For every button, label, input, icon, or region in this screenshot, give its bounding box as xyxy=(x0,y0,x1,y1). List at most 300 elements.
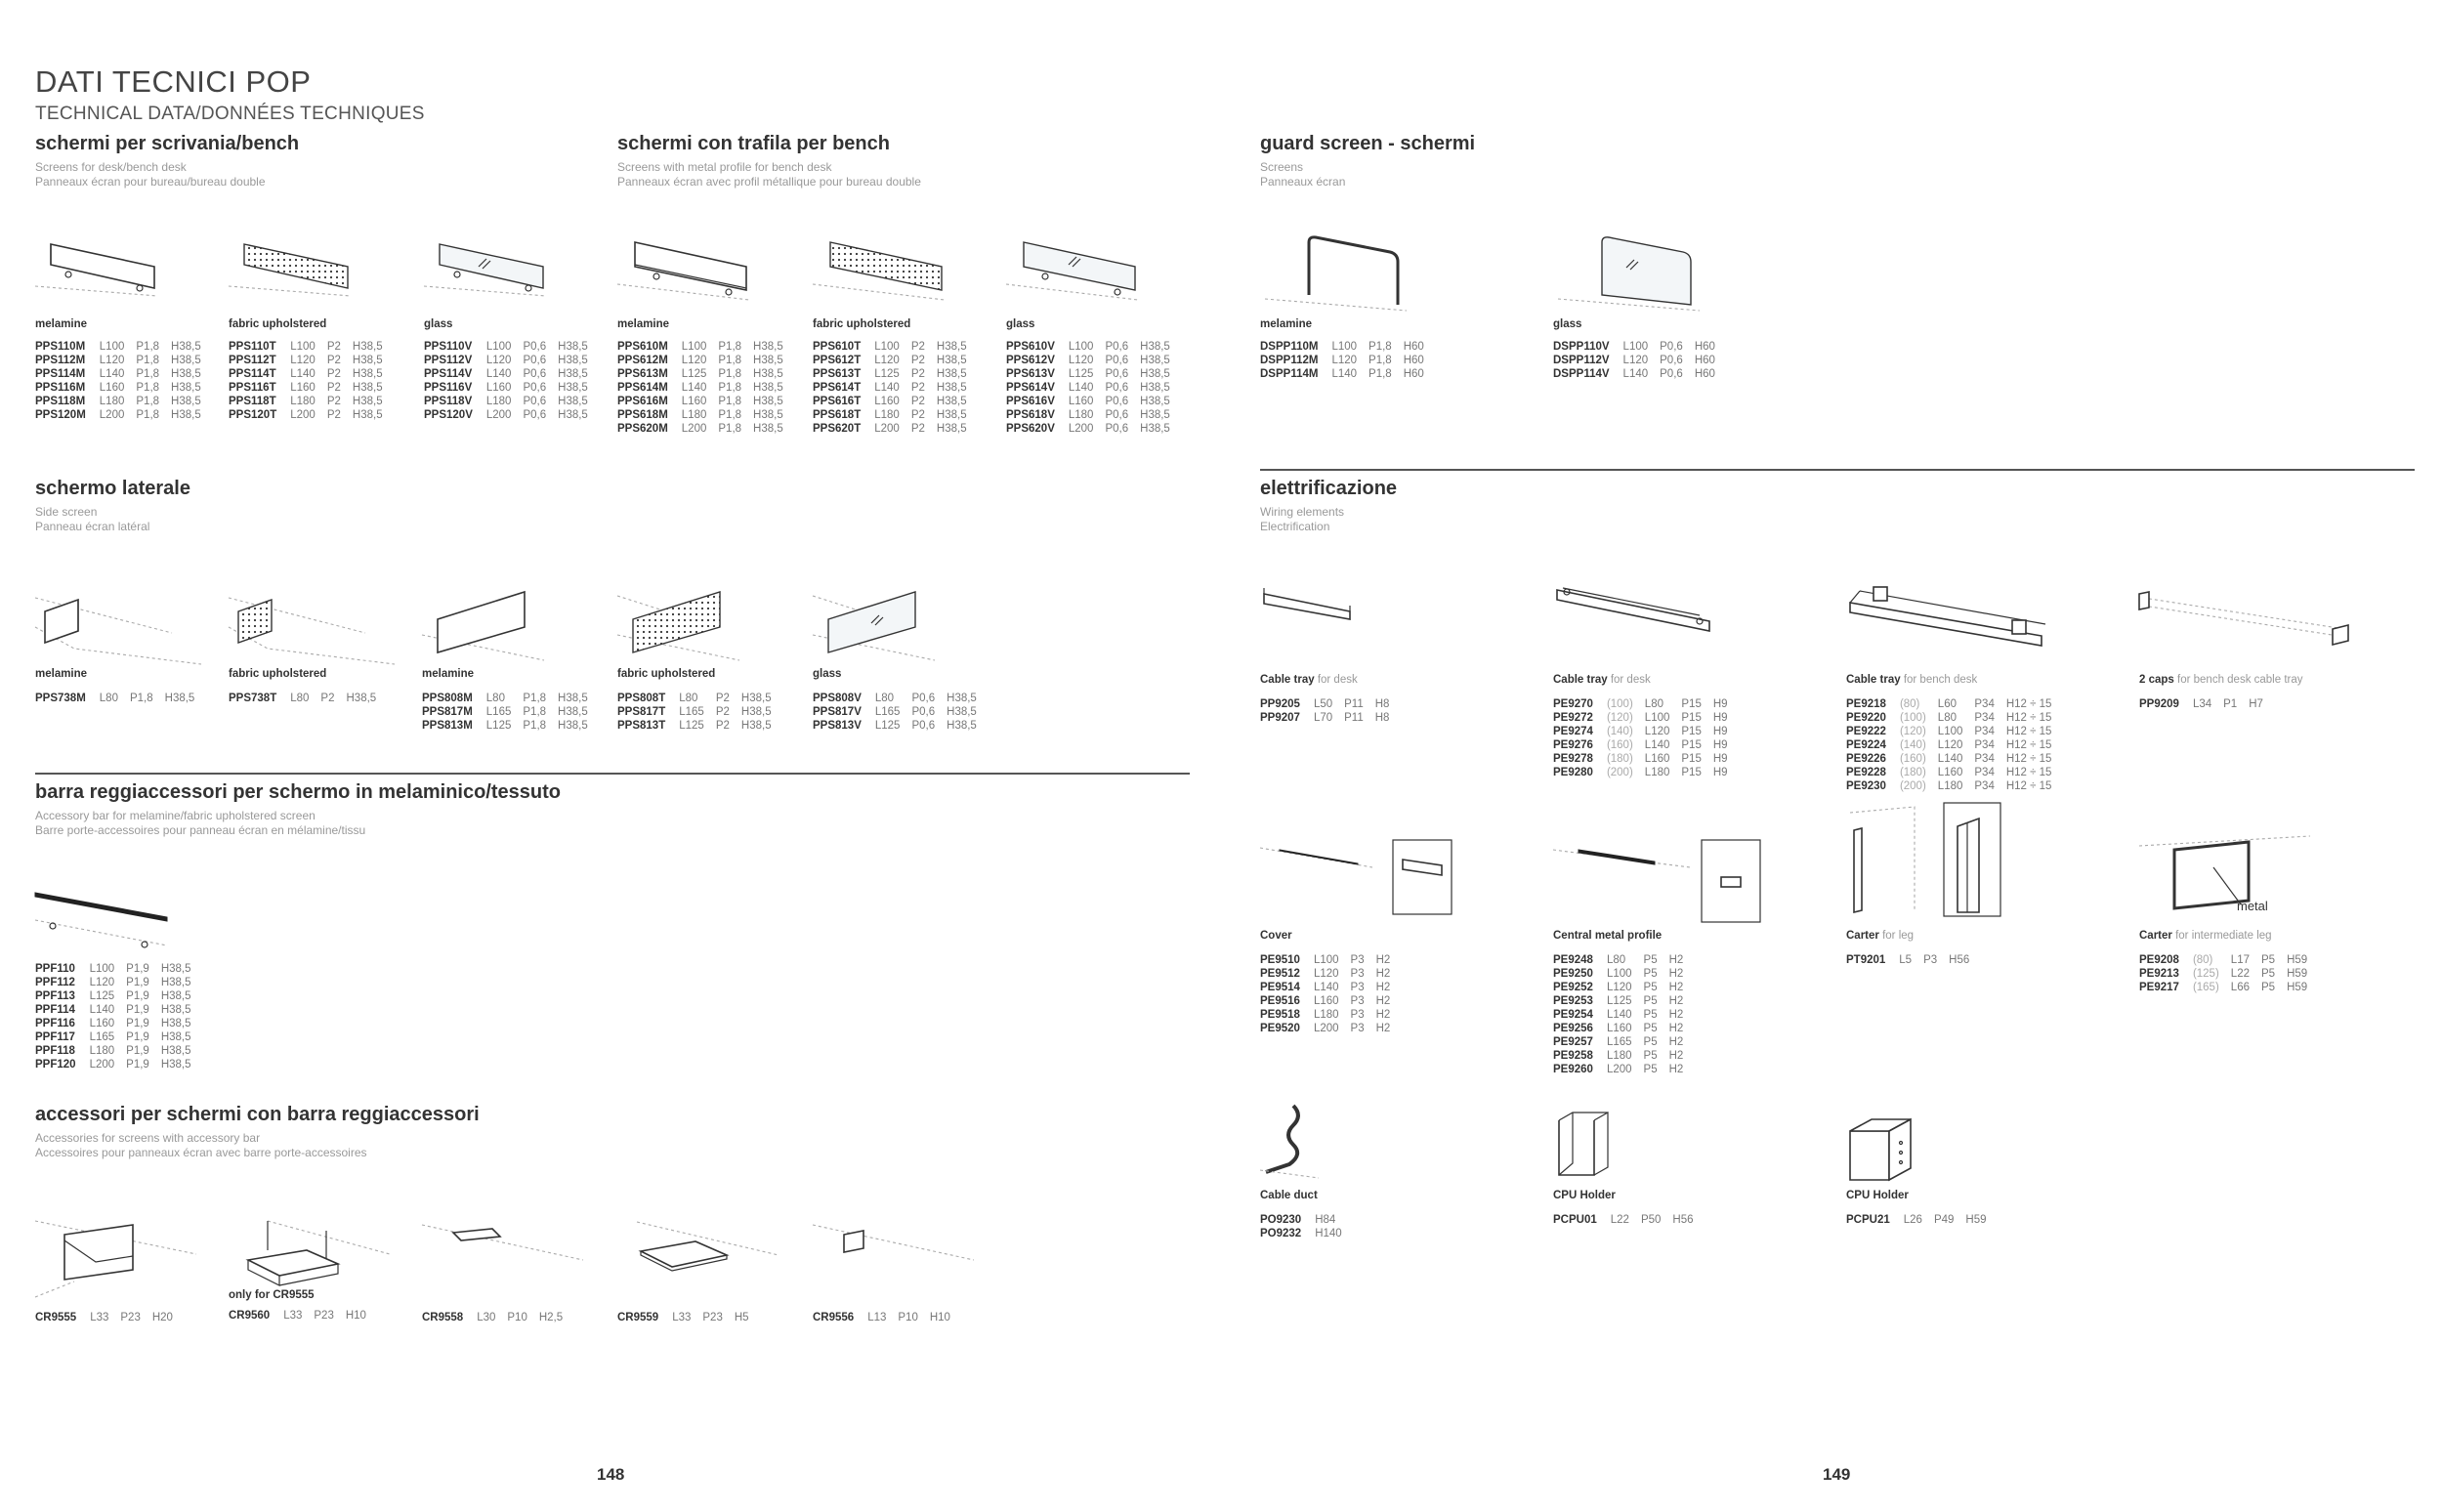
dimension-value: H38,5 xyxy=(936,368,967,380)
product-block xyxy=(229,318,395,422)
section-screens-bench xyxy=(617,133,921,189)
dimension-value: H38,5 xyxy=(1140,382,1170,394)
table-row xyxy=(1553,1008,1695,1022)
dimension-value: H60 xyxy=(1694,368,1715,380)
product-code: PE9516 xyxy=(1260,995,1300,1007)
product-code: PPS620T xyxy=(813,423,862,435)
dimension-value: L165 xyxy=(89,1031,115,1043)
section-subtitle-en: Screens for desk/bench desk xyxy=(35,160,187,174)
table-row xyxy=(2139,953,2319,967)
dimension-value: P3 xyxy=(1350,954,1365,966)
section-title: accessori per schermi con barra reggiaccessori xyxy=(35,1104,480,1125)
product-block xyxy=(1006,318,1182,436)
dimension-value: P0,6 xyxy=(911,706,936,718)
table-row xyxy=(422,719,600,733)
dimension-value: L100 xyxy=(1622,341,1649,353)
section-subtitle-en: Screens xyxy=(1260,160,1304,174)
table-row xyxy=(35,1030,203,1044)
product-block xyxy=(1553,930,1695,1076)
table-row xyxy=(1846,766,2063,779)
page-title: DATI TECNICI POP xyxy=(35,64,312,99)
table-row xyxy=(1553,1213,1705,1227)
section-subtitle-fr: Panneaux écran pour bureau/bureau double xyxy=(35,175,266,189)
dimension-value: H8 xyxy=(1374,712,1390,724)
section-subtitle-fr: Panneaux écran avec profil métallique pour bureau double xyxy=(617,175,921,189)
product-block xyxy=(424,318,600,422)
dimension-value: H2 xyxy=(1668,1064,1684,1075)
product-code: PPS614V xyxy=(1006,382,1055,394)
dimension-value: P1,8 xyxy=(718,396,742,407)
table-row xyxy=(1553,367,1727,381)
dimension-value: L140 xyxy=(99,368,125,380)
table-row xyxy=(35,976,203,989)
product-code: PE9278 xyxy=(1553,753,1593,765)
dimension-value: P3 xyxy=(1923,954,1938,966)
dimension-value: H38,5 xyxy=(352,355,383,366)
dimension-value: L125 xyxy=(1068,368,1094,380)
product-code: PPF118 xyxy=(35,1045,75,1057)
product-code: PPS613V xyxy=(1006,368,1055,380)
table-row xyxy=(1260,1008,1402,1022)
bench-tray-caps-illustration xyxy=(2139,586,2354,659)
product-code: PE9518 xyxy=(1260,1009,1300,1021)
section-screens-desk xyxy=(35,133,299,189)
product-codes-table xyxy=(813,340,979,436)
desk-size: (165) xyxy=(2192,982,2219,993)
dimension-value: P2 xyxy=(326,409,341,421)
desk-size: (100) xyxy=(1606,698,1633,710)
product-code: PPS738M xyxy=(35,693,86,704)
accessory-shelf-illustration xyxy=(229,1211,395,1299)
product-code: PPS110V xyxy=(424,341,473,353)
dimension-value: L80 xyxy=(1937,712,1957,724)
dimension-value: L200 xyxy=(99,409,125,421)
product-code: PE9520 xyxy=(1260,1023,1300,1034)
dimension-value: L120 xyxy=(874,355,900,366)
dimension-value: L180 xyxy=(1937,780,1963,792)
table-row xyxy=(1260,367,1436,381)
dimension-value: H38,5 xyxy=(171,396,201,407)
dimension-value: H38,5 xyxy=(160,963,191,975)
dimension-value: H2 xyxy=(1668,1023,1684,1034)
dimension-value: L160 xyxy=(1937,767,1963,778)
dimension-value: L160 xyxy=(89,1018,115,1029)
dimension-value: P2 xyxy=(326,355,341,366)
divider xyxy=(1260,469,2415,471)
product-label: melamine xyxy=(617,318,670,330)
product-code: PO9232 xyxy=(1260,1228,1302,1239)
dimension-value: L160 xyxy=(1606,1023,1632,1034)
dimension-value: L165 xyxy=(874,706,901,718)
dimension-value: H59 xyxy=(2287,968,2308,980)
dimension-value: H38,5 xyxy=(164,693,195,704)
product-label: CPU Holder xyxy=(1846,1190,1909,1201)
dimension-value: H38,5 xyxy=(352,368,383,380)
dimension-value: L120 xyxy=(1331,355,1358,366)
product-code: PPS612M xyxy=(617,355,668,366)
table-row xyxy=(813,395,979,408)
product-code: PE9254 xyxy=(1553,1009,1593,1021)
dimension-value: L100 xyxy=(1937,726,1963,737)
dimension-value: L140 xyxy=(1313,982,1339,993)
product-block xyxy=(1846,930,1981,967)
screen-fabric-illustration xyxy=(229,239,356,298)
dimension-value: H38,5 xyxy=(160,1004,191,1016)
dimension-value: P49 xyxy=(1933,1214,1955,1226)
table-row xyxy=(1006,381,1182,395)
product-label: melamine xyxy=(422,668,475,680)
dimension-value: L120 xyxy=(99,355,125,366)
dimension-value: H9 xyxy=(1712,739,1728,751)
dimension-value: P15 xyxy=(1681,698,1702,710)
dimension-value: P1,8 xyxy=(136,409,160,421)
dimension-value: H38,5 xyxy=(753,355,783,366)
product-block xyxy=(1846,1190,1999,1227)
dimension-value: P2 xyxy=(910,341,925,353)
dimension-value: P1,8 xyxy=(718,409,742,421)
dimension-value: P15 xyxy=(1681,753,1702,765)
product-code: PPS110T xyxy=(229,341,276,353)
product-codes-table xyxy=(617,692,783,733)
product-code: PPS620M xyxy=(617,423,668,435)
dimension-value: P5 xyxy=(2260,954,2276,966)
dimension-value: H2 xyxy=(1668,982,1684,993)
dimension-value: L180 xyxy=(290,396,316,407)
dimension-value: P3 xyxy=(1350,995,1365,1007)
dimension-value: P0,6 xyxy=(911,693,936,704)
product-label: melamine xyxy=(35,318,88,330)
product-code: PE9514 xyxy=(1260,982,1300,993)
dimension-value: L80 xyxy=(679,693,698,704)
table-row xyxy=(2139,697,2275,711)
dimension-value: L125 xyxy=(679,720,704,732)
dimension-value: P2 xyxy=(326,382,341,394)
dimension-value: H5 xyxy=(734,1312,749,1323)
table-row xyxy=(813,367,979,381)
section-guard-screen xyxy=(1260,133,1475,189)
product-block xyxy=(617,668,783,733)
table-row xyxy=(617,340,795,354)
side-screen-fabric-illustration xyxy=(229,588,395,666)
product-code: PPF116 xyxy=(35,1018,75,1029)
dimension-value: P1,8 xyxy=(718,382,742,394)
product-block xyxy=(1553,318,1727,381)
product-code: PPS120T xyxy=(229,409,277,421)
dimension-value: P0,6 xyxy=(523,355,547,366)
table-row xyxy=(617,719,783,733)
product-block xyxy=(422,668,600,733)
dimension-value: L80 xyxy=(874,693,895,704)
table-row xyxy=(1553,752,1740,766)
dimension-value: H38,5 xyxy=(352,341,383,353)
section-subtitle-fr: Electrification xyxy=(1260,520,1330,533)
bench-screen-melamine-illustration xyxy=(617,239,754,303)
product-codes-table xyxy=(422,1311,574,1324)
product-code: CR9555 xyxy=(35,1312,77,1323)
table-row xyxy=(229,367,395,381)
dimension-value: P2 xyxy=(715,693,730,704)
dimension-value: L200 xyxy=(89,1059,115,1071)
cover-illustration xyxy=(1260,838,1485,921)
product-code: PT9201 xyxy=(1846,954,1886,966)
product-code: PPS610T xyxy=(813,341,862,353)
product-code: PPS620V xyxy=(1006,423,1055,435)
dimension-value: L125 xyxy=(681,368,707,380)
product-code: PPS613M xyxy=(617,368,668,380)
dimension-value: L180 xyxy=(1644,767,1670,778)
section-subtitle-en: Side screen xyxy=(35,505,98,519)
product-code: PP9205 xyxy=(1260,698,1300,710)
dimension-value: H38,5 xyxy=(558,706,588,718)
dimension-value: H38,5 xyxy=(753,382,783,394)
product-block xyxy=(617,318,795,436)
product-code: PPS114T xyxy=(229,368,276,380)
product-block xyxy=(1553,1190,1705,1227)
section-side-screen xyxy=(35,478,190,534)
product-codes-table xyxy=(617,340,795,436)
product-code: PP9209 xyxy=(2139,698,2179,710)
accessory-tray-large-illustration xyxy=(35,1211,201,1304)
dimension-value: H59 xyxy=(1965,1214,1987,1226)
product-codes-table xyxy=(35,340,213,422)
product-code: PE9224 xyxy=(1846,739,1886,751)
dimension-value: P0,6 xyxy=(1105,368,1129,380)
product-code: PPS616M xyxy=(617,396,668,407)
table-row xyxy=(35,1058,203,1071)
table-row xyxy=(1260,981,1402,994)
dimension-value: H38,5 xyxy=(558,368,588,380)
table-row xyxy=(813,719,989,733)
dimension-value: H2 xyxy=(1375,954,1391,966)
dimension-value: L200 xyxy=(1606,1064,1632,1075)
product-label: fabric upholstered xyxy=(617,668,716,680)
product-block xyxy=(813,668,989,733)
dimension-value: H38,5 xyxy=(740,720,772,732)
product-code: PE9280 xyxy=(1553,767,1593,778)
product-code: PPS112V xyxy=(424,355,473,366)
product-label: Carter for intermediate leg xyxy=(2139,930,2272,942)
dimension-value: H38,5 xyxy=(558,341,588,353)
table-row xyxy=(229,692,388,705)
dimension-value: P1,9 xyxy=(126,977,149,988)
dimension-value: H38,5 xyxy=(753,409,783,421)
dimension-value: H2 xyxy=(1668,995,1684,1007)
product-code: PPS610M xyxy=(617,341,668,353)
dimension-value: H38,5 xyxy=(160,977,191,988)
dimension-value: H38,5 xyxy=(160,1059,191,1071)
dimension-value: H38,5 xyxy=(558,693,588,704)
dimension-value: H12 ÷ 15 xyxy=(2005,726,2052,737)
dimension-value: H38,5 xyxy=(558,396,588,407)
dimension-value: P1,9 xyxy=(126,990,149,1002)
section-subtitle-en: Wiring elements xyxy=(1260,505,1345,519)
product-code: PE9250 xyxy=(1553,968,1593,980)
table-row xyxy=(813,705,989,719)
guard-screen-melamine-illustration xyxy=(1265,234,1411,313)
dimension-value: P2 xyxy=(326,368,341,380)
dimension-value: L100 xyxy=(1606,968,1632,980)
product-code: PPS120V xyxy=(424,409,473,421)
dimension-value: L125 xyxy=(1606,995,1632,1007)
dimension-value: L33 xyxy=(90,1312,109,1323)
metal-callout: metal xyxy=(2237,899,2268,913)
product-block xyxy=(813,1311,962,1324)
product-code: PPS120M xyxy=(35,409,86,421)
dimension-value: L125 xyxy=(874,720,901,732)
dimension-value: P2 xyxy=(910,396,925,407)
dimension-value: P0,6 xyxy=(911,720,936,732)
dimension-value: H38,5 xyxy=(936,382,967,394)
product-code: PE9253 xyxy=(1553,995,1593,1007)
product-label: Cable tray for desk xyxy=(1553,674,1651,686)
dimension-value: H7 xyxy=(2249,698,2263,710)
product-code: PPS618T xyxy=(813,409,862,421)
dimension-value: L140 xyxy=(1606,1009,1632,1021)
dimension-value: P5 xyxy=(1643,1064,1658,1075)
dimension-value: L140 xyxy=(681,382,707,394)
dimension-value: H60 xyxy=(1403,355,1424,366)
dimension-value: P34 xyxy=(1974,712,1995,724)
dimension-value: L160 xyxy=(681,396,707,407)
dimension-value: H9 xyxy=(1712,726,1728,737)
dimension-value: H38,5 xyxy=(947,706,977,718)
table-row xyxy=(1260,1227,1354,1240)
dimension-value: P15 xyxy=(1681,739,1702,751)
dimension-value: H2 xyxy=(1668,1050,1684,1062)
table-row xyxy=(1846,697,2063,711)
dimension-value: H2 xyxy=(1375,1009,1391,1021)
side-screen-fabric-large-illustration xyxy=(617,588,754,666)
product-label: melamine xyxy=(1260,318,1313,330)
dimension-value: H38,5 xyxy=(352,382,383,394)
product-codes-table xyxy=(813,692,989,733)
table-row xyxy=(1553,967,1695,981)
table-row xyxy=(1846,725,2063,738)
table-row xyxy=(617,381,795,395)
dimension-value: H38,5 xyxy=(171,341,201,353)
dimension-value: H38,5 xyxy=(1140,368,1170,380)
table-row xyxy=(422,1311,574,1324)
dimension-value: L160 xyxy=(1644,753,1670,765)
table-row xyxy=(1260,697,1401,711)
table-row xyxy=(1006,395,1182,408)
table-row xyxy=(35,367,213,381)
table-row xyxy=(1553,711,1740,725)
product-code: CR9559 xyxy=(617,1312,659,1323)
dimension-value: P2 xyxy=(715,720,730,732)
desk-size: (180) xyxy=(1606,753,1633,765)
product-code: PPF112 xyxy=(35,977,75,988)
dimension-value: L100 xyxy=(1331,341,1358,353)
product-code: DSPP114M xyxy=(1260,368,1319,380)
product-code: PO9230 xyxy=(1260,1214,1302,1226)
table-row xyxy=(1553,1063,1695,1076)
dimension-value: L100 xyxy=(874,341,900,353)
dimension-value: L120 xyxy=(89,977,115,988)
product-block xyxy=(617,1311,761,1324)
accessory-pen-holder-illustration xyxy=(813,1221,979,1280)
product-codes-table xyxy=(1553,697,1740,779)
dimension-value: P0,6 xyxy=(523,382,547,394)
table-row xyxy=(813,340,979,354)
product-label: Cable duct xyxy=(1260,1190,1318,1201)
product-codes-table xyxy=(229,1309,378,1323)
dimension-value: L33 xyxy=(283,1310,303,1322)
dimension-value: L200 xyxy=(290,409,316,421)
product-code: PE9256 xyxy=(1553,1023,1593,1034)
dimension-value: L200 xyxy=(681,423,707,435)
product-label: only for CR9555 xyxy=(229,1289,315,1301)
table-row xyxy=(424,408,600,422)
dimension-value: L60 xyxy=(1937,698,1957,710)
product-label: Cable tray for bench desk xyxy=(1846,674,1978,686)
page-number-left: 148 xyxy=(597,1465,625,1484)
dimension-value: P5 xyxy=(1643,995,1658,1007)
product-code: PE9512 xyxy=(1260,968,1300,980)
dimension-value: H38,5 xyxy=(171,409,201,421)
dimension-value: H10 xyxy=(929,1312,950,1323)
dimension-value: H10 xyxy=(345,1310,366,1322)
dimension-value: H12 ÷ 15 xyxy=(2005,753,2052,765)
product-code: PE9260 xyxy=(1553,1064,1593,1075)
product-code: PPS813V xyxy=(813,720,862,732)
product-code: PPS616V xyxy=(1006,396,1055,407)
product-code: PPS112M xyxy=(35,355,86,366)
dimension-value: H56 xyxy=(1949,954,1970,966)
product-code: PE9228 xyxy=(1846,767,1886,778)
product-code: PPS118T xyxy=(229,396,276,407)
page-number-right: 149 xyxy=(1823,1465,1851,1484)
dimension-value: H12 ÷ 15 xyxy=(2005,780,2052,792)
product-code: PPS612V xyxy=(1006,355,1055,366)
table-row xyxy=(1553,981,1695,994)
dimension-value: P0,6 xyxy=(1660,341,1683,353)
dimension-value: L50 xyxy=(1313,698,1333,710)
table-row xyxy=(424,395,600,408)
table-row xyxy=(35,354,213,367)
dimension-value: L140 xyxy=(1644,739,1670,751)
dimension-value: H38,5 xyxy=(558,409,588,421)
dimension-value: L200 xyxy=(874,423,900,435)
dimension-value: P1,8 xyxy=(718,368,742,380)
table-row xyxy=(1260,967,1402,981)
product-label: Carter for leg xyxy=(1846,930,1915,942)
divider xyxy=(35,773,1190,775)
dimension-value: L140 xyxy=(874,382,900,394)
dimension-value: P0,6 xyxy=(1105,341,1129,353)
dimension-value: L180 xyxy=(1068,409,1094,421)
dimension-value: P1,8 xyxy=(136,355,160,366)
product-block xyxy=(229,668,388,705)
product-code: PPS118M xyxy=(35,396,86,407)
product-code: DSPP110V xyxy=(1553,341,1610,353)
desk-size: (200) xyxy=(1899,780,1926,792)
dimension-value: L140 xyxy=(1622,368,1649,380)
product-code: PPS618V xyxy=(1006,409,1055,421)
table-row xyxy=(35,1044,203,1058)
product-code: PPF117 xyxy=(35,1031,75,1043)
product-code: PPS618M xyxy=(617,409,668,421)
product-code: PPS817T xyxy=(617,706,666,718)
dimension-value: P50 xyxy=(1640,1214,1662,1226)
table-row xyxy=(1846,779,2063,793)
table-row xyxy=(35,692,206,705)
dimension-value: P3 xyxy=(1350,1009,1365,1021)
product-code: PPS738T xyxy=(229,693,277,704)
dimension-value: L80 xyxy=(1644,698,1663,710)
table-row xyxy=(617,422,795,436)
product-codes-table xyxy=(1553,340,1727,381)
